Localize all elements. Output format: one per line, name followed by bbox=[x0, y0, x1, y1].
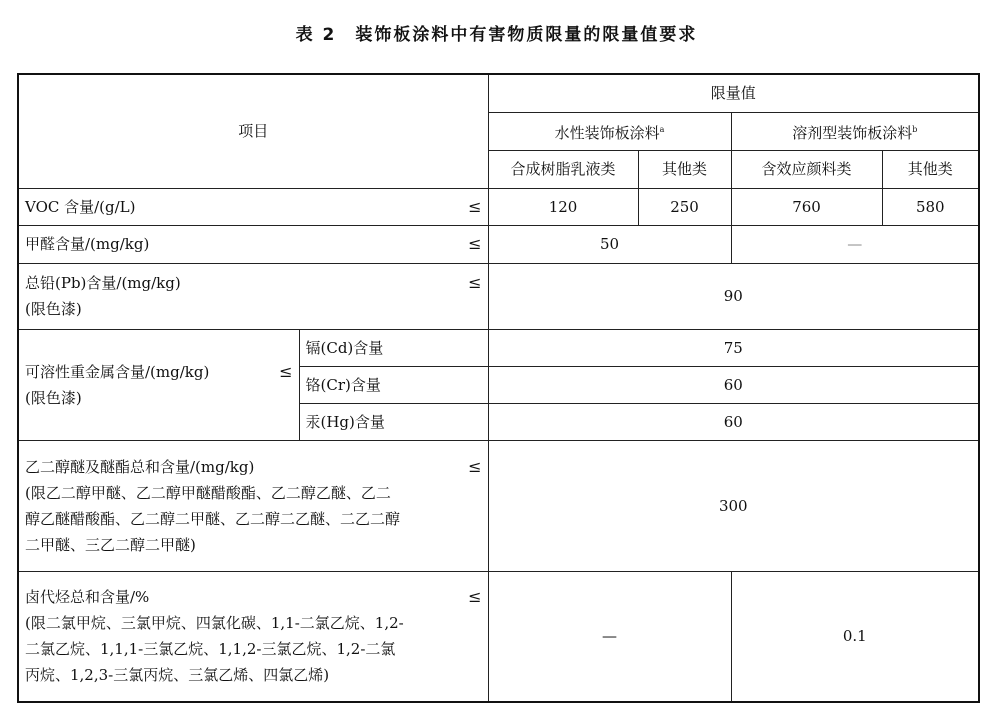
halocarbon-label-cell bbox=[18, 571, 488, 702]
voc-value-water-other: 250 bbox=[638, 188, 731, 225]
cr-value: 60 bbox=[488, 366, 979, 403]
header-solvent-based bbox=[731, 112, 979, 150]
subcol-water-other: 其他类 bbox=[638, 150, 731, 188]
leq-symbol: ≤ bbox=[468, 587, 482, 607]
halocarbon-note-line3: 丙烷、1,2,3-三氯丙烷、三氯乙烯、四氯乙烯) bbox=[25, 666, 330, 685]
glycol-note-line3: 二甲醚、三乙二醇二甲醚) bbox=[25, 535, 196, 554]
formaldehyde-solvent-value: — bbox=[731, 225, 979, 263]
formaldehyde-label: 甲醛含量/(mg/kg) bbox=[25, 235, 150, 253]
leq-symbol: ≤ bbox=[468, 273, 482, 292]
glycol-label-cell bbox=[18, 440, 488, 571]
header-row-1 bbox=[18, 74, 979, 112]
leq-symbol: ≤ bbox=[468, 456, 482, 476]
halocarbon-label: 卤代烃总和含量/% bbox=[25, 588, 150, 607]
heavy-metals-note: (限色漆) bbox=[25, 388, 82, 407]
subcol-resin-emulsion: 合成树脂乳液类 bbox=[488, 150, 638, 188]
halocarbon-water-value: — bbox=[488, 571, 731, 702]
header-water-based bbox=[488, 112, 731, 150]
formaldehyde-label-cell bbox=[18, 225, 488, 263]
halocarbon-note-line2: 二氯乙烷、1,1,1-三氯乙烷、1,1,2-三氯乙烷、1,2-二氯 bbox=[25, 640, 396, 659]
water-based-footnote-mark: a bbox=[659, 124, 665, 134]
subcol-solvent-other: 其他类 bbox=[882, 150, 979, 188]
voc-value-solvent-other: 580 bbox=[882, 188, 979, 225]
lead-note: (限色漆) bbox=[25, 300, 82, 318]
glycol-note-line2: 醇乙醚醋酸酯、乙二醇二甲醚、乙二醇二乙醚、二乙二醇 bbox=[25, 509, 401, 528]
leq-symbol: ≤ bbox=[279, 361, 293, 381]
voc-value-resin: 120 bbox=[488, 188, 638, 225]
halocarbon-solvent-value: 0.1 bbox=[731, 571, 979, 702]
heavy-metals-label: 可溶性重金属含量/(mg/kg) bbox=[25, 362, 210, 381]
voc-label: VOC 含量/(g/L) bbox=[25, 197, 136, 216]
voc-label-cell bbox=[18, 188, 488, 225]
cr-label: 铬(Cr)含量 bbox=[299, 366, 488, 403]
table-title: 表 2 装饰板涂料中有害物质限量的限量值要求 bbox=[295, 25, 698, 45]
cd-label: 镉(Cd)含量 bbox=[299, 329, 488, 366]
row-cd bbox=[18, 329, 979, 366]
row-voc bbox=[18, 188, 979, 225]
lead-label-cell bbox=[18, 263, 488, 329]
hg-label: 汞(Hg)含量 bbox=[299, 403, 488, 440]
glycol-value: 300 bbox=[488, 440, 979, 571]
subcol-effect-pigment: 含效应颜料类 bbox=[731, 150, 882, 188]
halocarbon-note-line1: (限二氯甲烷、三氯甲烷、四氯化碳、1,1-二氯乙烷、1,2- bbox=[25, 614, 404, 633]
header-item: 项目 bbox=[18, 74, 488, 188]
limits-table bbox=[17, 73, 980, 703]
leq-symbol: ≤ bbox=[468, 234, 482, 253]
glycol-label: 乙二醇醚及醚酯总和含量/(mg/kg) bbox=[25, 457, 255, 476]
row-formaldehyde bbox=[18, 225, 979, 263]
voc-value-effect: 760 bbox=[731, 188, 882, 225]
formaldehyde-water-value: 50 bbox=[488, 225, 731, 263]
cd-value: 75 bbox=[488, 329, 979, 366]
water-based-label: 水性装饰板涂料 bbox=[554, 123, 660, 142]
row-glycol bbox=[18, 440, 979, 571]
header-limit: 限量值 bbox=[488, 74, 979, 112]
row-lead bbox=[18, 263, 979, 329]
hg-value: 60 bbox=[488, 403, 979, 440]
heavy-metals-label-cell bbox=[18, 329, 299, 440]
solvent-based-label: 溶剂型装饰板涂料 bbox=[792, 123, 913, 142]
lead-label: 总铅(Pb)含量/(mg/kg) bbox=[25, 274, 181, 292]
leq-symbol: ≤ bbox=[468, 196, 482, 216]
row-halocarbon bbox=[18, 571, 979, 702]
lead-value: 90 bbox=[488, 263, 979, 329]
glycol-note-line1: (限乙二醇甲醚、乙二醇甲醚醋酸酯、乙二醇乙醚、乙二 bbox=[25, 483, 391, 502]
solvent-based-footnote-mark: b bbox=[912, 124, 918, 134]
